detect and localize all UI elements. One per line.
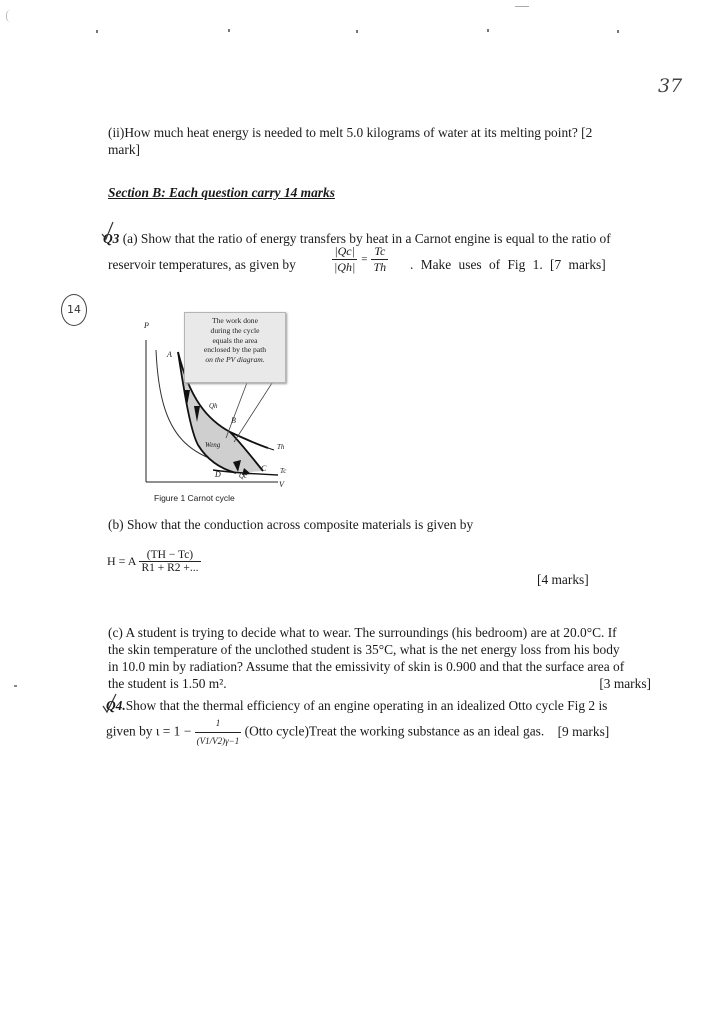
scan-speck [617, 30, 619, 33]
figure-callout-box: The work done during the cycle equals the area enclosed by the path on the PV diagram. [184, 312, 286, 383]
question-3a-line2-start: reservoir temperatures, as given by [108, 257, 296, 272]
figure-caption: Figure 1 Carnot cycle [154, 493, 235, 503]
question-4-marks: [9 marks] [557, 723, 610, 739]
question-2ii [108, 124, 648, 158]
axis-label-v: V [279, 480, 284, 489]
question-4-label: Q4. [106, 698, 126, 713]
question-3b-text: (b) Show that the conduction across composite materials is given by [108, 517, 474, 532]
point-label-d: D [215, 470, 221, 479]
label-qh: Qh [209, 402, 218, 410]
point-label-c: C [261, 464, 267, 473]
point-label-b: B [231, 416, 236, 425]
callout-pointer [234, 380, 274, 442]
question-3a-line2-end: . Make uses of Fig 1. [7 marks] [410, 257, 606, 272]
margin-score-mark: 14 [61, 294, 87, 326]
scan-speck [14, 685, 17, 687]
page-number: 37 [658, 75, 683, 97]
carnot-ratio-formula: $\frac{|Qc|}{|Qh|}$ = $\frac{Tc}{Th}$ [334, 244, 387, 274]
label-th: Th [277, 443, 285, 451]
label-weng: Weng [205, 441, 221, 449]
point-label-a: A [167, 350, 172, 359]
scan-speck [96, 30, 98, 33]
scan-speck [228, 29, 230, 32]
question-3c-marks: [3 marks] [599, 676, 651, 691]
scan-mark [6, 10, 15, 22]
curve-end [268, 448, 274, 450]
scan-mark [515, 6, 529, 7]
conduction-formula: H = A $\frac{(TH - Tc)}{R1 + R2 +...}$ [107, 549, 199, 574]
question-3a-line1: Q3 (a) Show that the ratio of energy transfers by heat in a Carnot engine is equal to the ratio of [103, 231, 611, 246]
formula-left-fraction: $\frac{|Qc|}{|Qh|}$ [334, 244, 356, 274]
question-2ii-line2: mark] [108, 142, 140, 157]
otto-fraction: $\frac{1}{(V1/V2)\gamma-1}$ [195, 715, 242, 750]
callout-pointer [226, 380, 248, 438]
scan-speck [356, 30, 358, 33]
question-2ii-line1: (ii)How much heat energy is needed to melt 5.0 kilograms of water at its melting point? [2 [108, 125, 593, 140]
handwritten-tick-icon [100, 220, 114, 242]
label-tc: Tc [280, 467, 287, 475]
question-4-line1: Q4.Show that the thermal efficiency of an engine operating in an idealized Otto cycle Fig 2 is [106, 698, 608, 713]
axis-label-p: P [144, 321, 149, 330]
question-3b-marks: [4 marks] [537, 572, 589, 587]
formula-right-fraction: $\frac{Tc}{Th}$ [373, 244, 387, 274]
question-3-label: Q3 [103, 231, 120, 246]
section-b-heading: Section B: Each question carry 14 marks [108, 185, 335, 200]
conduction-fraction: $\frac{(TH - Tc)}{R1 + R2 +...}$ [141, 549, 199, 574]
question-4-line2: given by ι = 1 − $\frac{1}{(V1/V2)\gamma-1}$ (Otto cycle)Treat the working substance as an ideal gas. [9 marks] [106, 715, 656, 750]
scan-speck [487, 29, 489, 32]
label-qc: Qc [239, 472, 248, 480]
question-3c: (c) A student is trying to decide what to wear. The surroundings (his bedroom) are at 20.0°C. If the skin temperature of the unclothed student is 35°C, what is the net energy loss from his body in 10.0 min by radiation? Assume that the emissivity of skin is 0.900 and that the surface area of the student is 1.50 m². [3 marks] [108, 625, 651, 691]
